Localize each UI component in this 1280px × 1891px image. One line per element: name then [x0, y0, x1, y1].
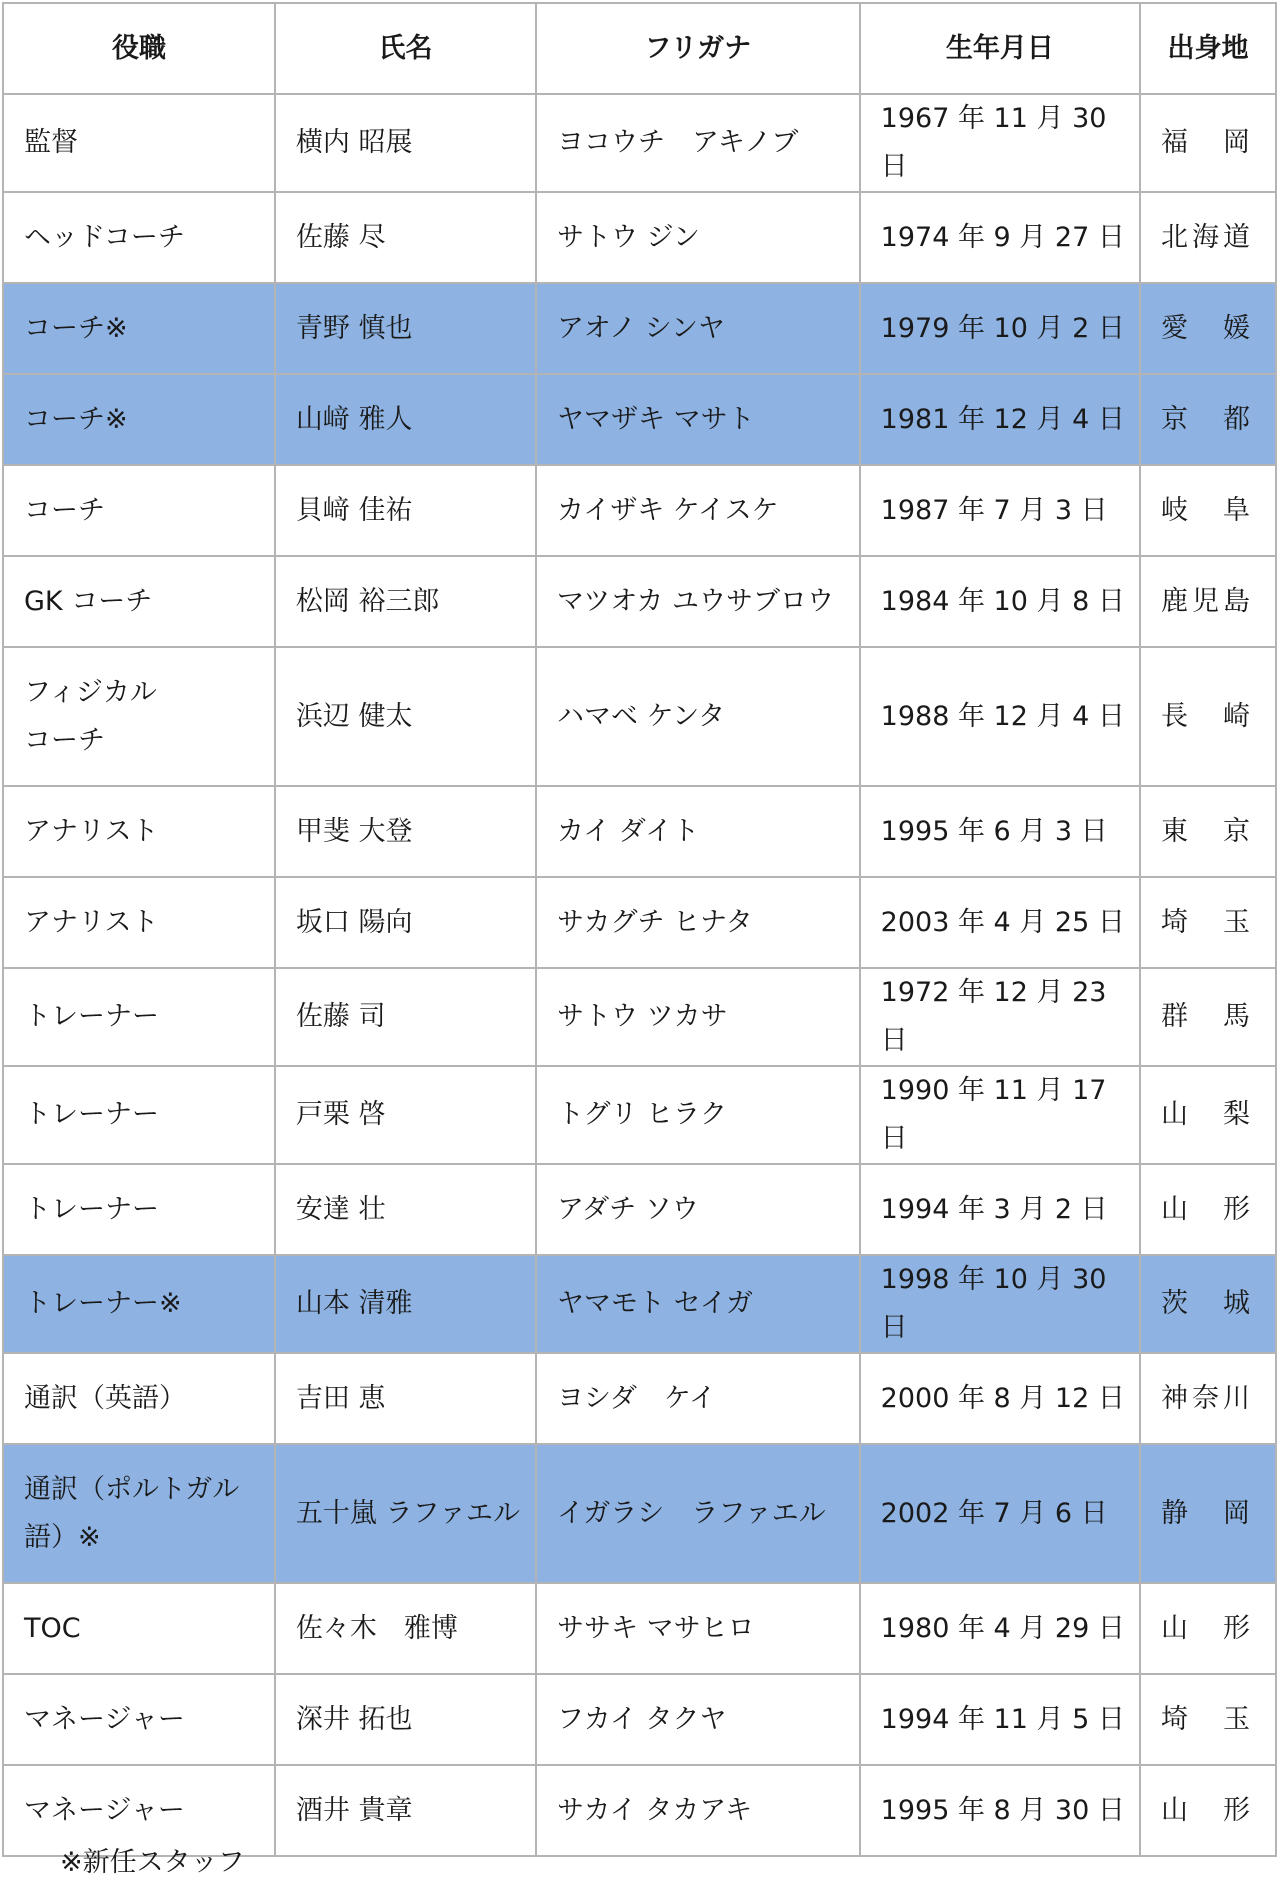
cell-role: 監督: [3, 94, 275, 192]
cell-kana: イガラシ ラファエル: [536, 1444, 860, 1583]
table-row: [3, 968, 1276, 1066]
cell-kana: サトウ ジン: [536, 192, 860, 283]
cell-kana: トグリ ヒラク: [536, 1066, 860, 1164]
table-row: [3, 556, 1276, 647]
cell-birthdate: 2000 年 8 月 12 日: [860, 1353, 1140, 1444]
cell-birthdate: 1988 年 12 月 4 日: [860, 647, 1140, 786]
header-kana: フリガナ: [536, 3, 860, 94]
cell-birthdate: 1974 年 9 月 27 日: [860, 192, 1140, 283]
cell-birthdate: 1967 年 11 月 30 日: [860, 94, 1140, 192]
cell-birthdate: 1995 年 8 月 30 日: [860, 1765, 1140, 1856]
cell-name: 吉田 恵: [275, 1353, 536, 1444]
cell-birthdate: 2003 年 4 月 25 日: [860, 877, 1140, 968]
cell-birthplace: 山 形: [1140, 1583, 1276, 1674]
cell-role: ヘッドコーチ: [3, 192, 275, 283]
cell-birthdate: 1981 年 12 月 4 日: [860, 374, 1140, 465]
cell-role: コーチ: [3, 465, 275, 556]
cell-name: 佐々木 雅博: [275, 1583, 536, 1674]
cell-name: 佐藤 司: [275, 968, 536, 1066]
table-row: [3, 283, 1276, 374]
cell-kana: アダチ ソウ: [536, 1164, 860, 1255]
cell-role: マネージャー: [3, 1765, 275, 1856]
cell-kana: マツオカ ユウサブロウ: [536, 556, 860, 647]
footnote: ※新任スタッフ: [60, 1847, 245, 1878]
cell-birthdate: 2002 年 7 月 6 日: [860, 1444, 1140, 1583]
cell-role: アナリスト: [3, 877, 275, 968]
cell-role: トレーナー: [3, 1164, 275, 1255]
table-row: [3, 374, 1276, 465]
table-body: [3, 94, 1276, 1856]
cell-role: TOC: [3, 1583, 275, 1674]
cell-birthplace: 山 形: [1140, 1164, 1276, 1255]
cell-role: トレーナー: [3, 1066, 275, 1164]
cell-name: 山本 清雅: [275, 1255, 536, 1353]
cell-name: 浜辺 健太: [275, 647, 536, 786]
cell-name: 安達 壮: [275, 1164, 536, 1255]
cell-role: マネージャー: [3, 1674, 275, 1765]
cell-kana: ハマベ ケンタ: [536, 647, 860, 786]
cell-birthplace: 神奈川: [1140, 1353, 1276, 1444]
cell-role: トレーナー: [3, 968, 275, 1066]
table-row: [3, 192, 1276, 283]
table-row: [3, 877, 1276, 968]
cell-birthplace: 山 形: [1140, 1765, 1276, 1856]
cell-birthplace: 長 崎: [1140, 647, 1276, 786]
cell-role: コーチ※: [3, 283, 275, 374]
cell-name: 酒井 貴章: [275, 1765, 536, 1856]
cell-role: 通訳（英語）: [3, 1353, 275, 1444]
cell-birthplace: 愛 媛: [1140, 283, 1276, 374]
cell-role: アナリスト: [3, 786, 275, 877]
cell-kana: ヤマモト セイガ: [536, 1255, 860, 1353]
table-row: [3, 1444, 1276, 1583]
cell-birthdate: 1980 年 4 月 29 日: [860, 1583, 1140, 1674]
cell-birthplace: 福 岡: [1140, 94, 1276, 192]
cell-kana: サトウ ツカサ: [536, 968, 860, 1066]
cell-name: 松岡 裕三郎: [275, 556, 536, 647]
cell-birthdate: 1987 年 7 月 3 日: [860, 465, 1140, 556]
table-row: [3, 1583, 1276, 1674]
cell-birthdate: 1984 年 10 月 8 日: [860, 556, 1140, 647]
cell-birthplace: 群 馬: [1140, 968, 1276, 1066]
cell-name: 横内 昭展: [275, 94, 536, 192]
cell-role: フィジカル コーチ: [3, 647, 275, 786]
cell-kana: サカイ タカアキ: [536, 1765, 860, 1856]
table-header: [3, 3, 1276, 94]
cell-kana: カイ ダイト: [536, 786, 860, 877]
cell-role: トレーナー※: [3, 1255, 275, 1353]
table-row: [3, 1164, 1276, 1255]
cell-role: コーチ※: [3, 374, 275, 465]
cell-birthplace: 東 京: [1140, 786, 1276, 877]
cell-birthplace: 埼 玉: [1140, 877, 1276, 968]
cell-name: 坂口 陽向: [275, 877, 536, 968]
cell-birthplace: 埼 玉: [1140, 1674, 1276, 1765]
cell-name: 甲斐 大登: [275, 786, 536, 877]
cell-birthplace: 鹿児島: [1140, 556, 1276, 647]
cell-name: 青野 慎也: [275, 283, 536, 374]
header-role: 役職: [3, 3, 275, 94]
table-row: [3, 94, 1276, 192]
cell-birthdate: 1972 年 12 月 23 日: [860, 968, 1140, 1066]
cell-kana: フカイ タクヤ: [536, 1674, 860, 1765]
cell-role: 通訳（ポルトガル 語）※: [3, 1444, 275, 1583]
cell-kana: ヤマザキ マサト: [536, 374, 860, 465]
cell-kana: ヨシダ ケイ: [536, 1353, 860, 1444]
cell-role: GK コーチ: [3, 556, 275, 647]
table-row: [3, 1353, 1276, 1444]
table-row: [3, 1066, 1276, 1164]
staff-table: [2, 2, 1277, 1857]
cell-kana: ササキ マサヒロ: [536, 1583, 860, 1674]
cell-name: 深井 拓也: [275, 1674, 536, 1765]
cell-name: 五十嵐 ラファエル: [275, 1444, 536, 1583]
cell-birthplace: 山 梨: [1140, 1066, 1276, 1164]
cell-name: 貝﨑 佳祐: [275, 465, 536, 556]
table-row: [3, 647, 1276, 786]
cell-birthplace: 静 岡: [1140, 1444, 1276, 1583]
cell-birthdate: 1994 年 11 月 5 日: [860, 1674, 1140, 1765]
cell-kana: サカグチ ヒナタ: [536, 877, 860, 968]
cell-birthdate: 1979 年 10 月 2 日: [860, 283, 1140, 374]
cell-name: 佐藤 尽: [275, 192, 536, 283]
cell-birthdate: 1995 年 6 月 3 日: [860, 786, 1140, 877]
cell-name: 戸栗 啓: [275, 1066, 536, 1164]
header-birthdate: 生年月日: [860, 3, 1140, 94]
cell-birthplace: 茨 城: [1140, 1255, 1276, 1353]
table-row: [3, 465, 1276, 556]
header-birthplace: 出身地: [1140, 3, 1276, 94]
table-row: [3, 1255, 1276, 1353]
table-row: [3, 1674, 1276, 1765]
cell-name: 山﨑 雅人: [275, 374, 536, 465]
cell-birthplace: 北海道: [1140, 192, 1276, 283]
cell-birthdate: 1990 年 11 月 17 日: [860, 1066, 1140, 1164]
cell-birthplace: 京 都: [1140, 374, 1276, 465]
cell-kana: アオノ シンヤ: [536, 283, 860, 374]
cell-birthdate: 1998 年 10 月 30 日: [860, 1255, 1140, 1353]
header-row: [3, 3, 1276, 94]
header-name: 氏名: [275, 3, 536, 94]
table-row: [3, 786, 1276, 877]
cell-birthdate: 1994 年 3 月 2 日: [860, 1164, 1140, 1255]
cell-kana: カイザキ ケイスケ: [536, 465, 860, 556]
cell-birthplace: 岐 阜: [1140, 465, 1276, 556]
cell-kana: ヨコウチ アキノブ: [536, 94, 860, 192]
